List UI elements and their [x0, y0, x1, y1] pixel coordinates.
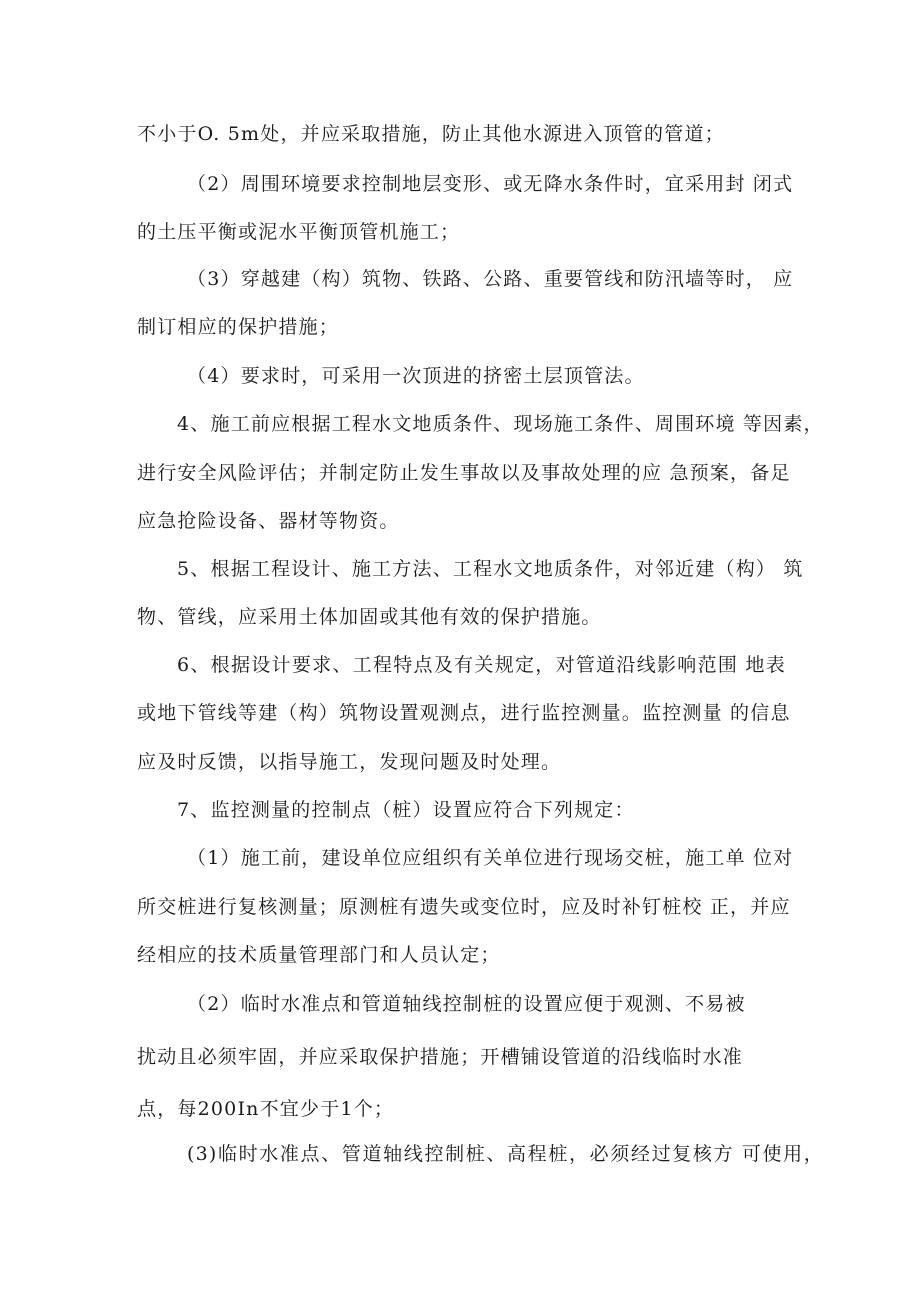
text-line: 的土压平衡或泥水平衡顶管机施工； — [137, 221, 461, 243]
text-line: (3)临时水准点、管道轴线控制桩、高程桩，必须经过复核方 可使用， — [187, 1143, 824, 1165]
text-line: 制订相应的保护措施； — [137, 316, 340, 338]
text-line: （1）施工前，建设单位应组织有关单位进行现场交桩，施工单 位对 — [187, 847, 794, 869]
text-line: （2）周围环境要求控制地层变形、或无降水条件时，宜采用封 闭式 — [187, 173, 794, 195]
text-line: 4、施工前应根据工程水文地质条件、现场施工条件、周围环境 等因素， — [177, 413, 824, 435]
text-line: 应急抢险设备、器材等物资。 — [137, 510, 400, 532]
text-line: 进行安全风险评估；并制定防止发生事故以及事故处理的应 急预案，备足 — [137, 462, 791, 484]
text-line: 点，每200In不宜少于1个； — [137, 1098, 395, 1120]
text-line: 扰动且必须牢固，并应采取保护措施；开槽铺设管道的沿线临时水准 — [137, 1046, 744, 1068]
text-line: （4）要求时，可采用一次顶进的挤密土层顶管法。 — [187, 365, 645, 387]
text-line: （2）临时水准点和管道轴线控制桩的设置应便于观测、不易被 — [187, 993, 746, 1015]
text-line: 6、根据设计要求、工程特点及有关规定，对管道沿线影响范围 地表 — [177, 654, 786, 676]
text-line: 5、根据工程设计、施工方法、工程水文地质条件，对邻近建（构） 筑 — [177, 558, 804, 580]
text-line: 7、监控测量的控制点（桩）设置应符合下列规定： — [177, 799, 635, 821]
text-line: （3）穿越建（构）筑物、铁路、公路、重要管线和防汛墙等时， 应 — [187, 268, 794, 290]
text-line: 经相应的技术质量管理部门和人员认定； — [137, 944, 501, 966]
text-line: 所交桩进行复核测量；原测桩有遗失或变位时，应及时补钉桩校 正，并应 — [137, 896, 791, 918]
text-line: 应及时反馈，以指导施工，发现问题及时处理。 — [137, 751, 562, 773]
text-line: 或地下管线等建（构）筑物设置观测点，进行监控测量。监控测量 的信息 — [137, 702, 791, 724]
text-line: 不小于O. 5m处，并应采取措施，防止其他水源进入顶管的管道； — [137, 123, 725, 145]
text-line: 物、管线，应采用土体加固或其他有效的保护措施。 — [137, 606, 602, 628]
